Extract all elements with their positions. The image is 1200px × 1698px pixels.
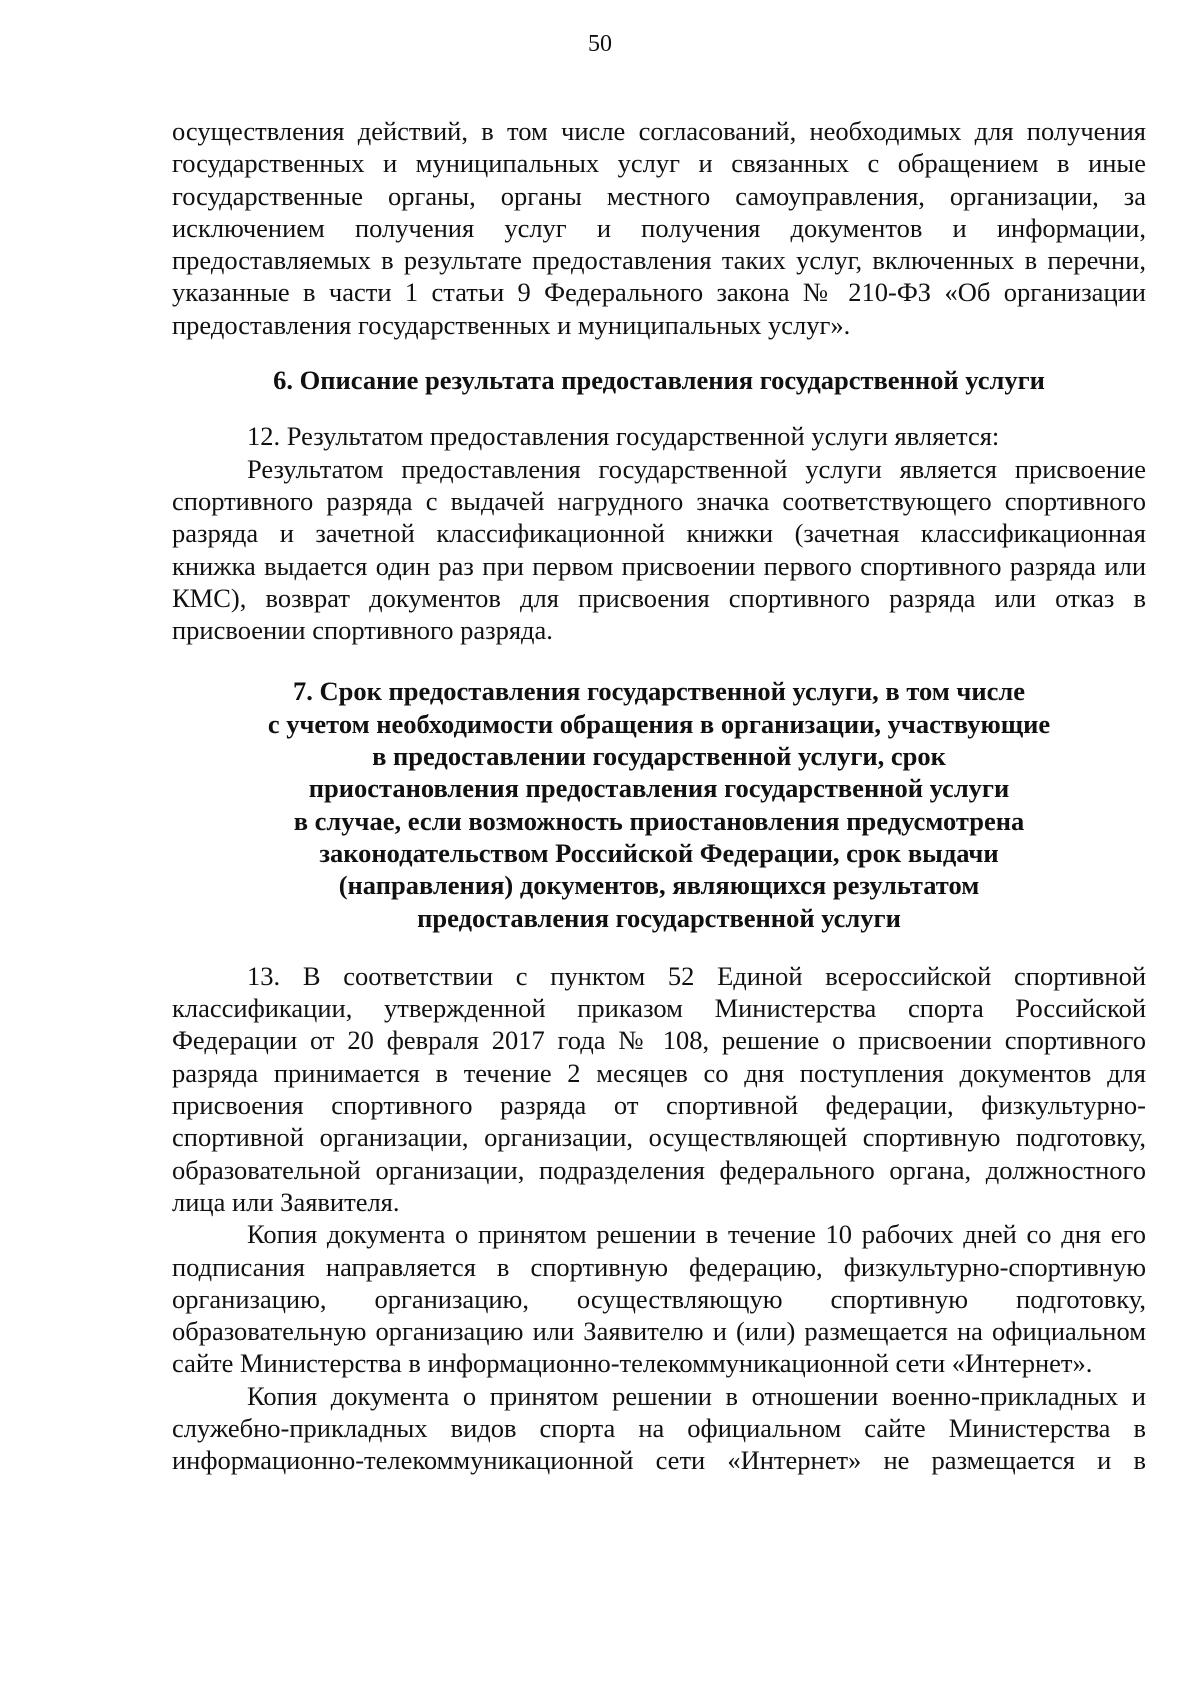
section-7-heading-line: в предоставлении государственной услуги, срок: [372, 741, 946, 772]
paragraph-13: 13. В соответствии с пунктом 52 Единой всероссийской спортивной классификации, утвержденной приказом Министерства спорта Российской Федерации от 20 февраля 2017 года № 108, решение о присвоении спортивного разряда принимается в течение 2 месяцев со дня поступления документов для присвоения спортивного разряда от спортивной федерации, физкультурно-спортивной организации, организации, осуществляющей спортивную подготовку, образовательной организации, подразделения федерального органа, должностного лица или Заявителя.: [172, 960, 1146, 1217]
section-7-heading-line: 7. Срок предоставления государственной услуги, в том числе: [292, 676, 1026, 707]
section-7-heading: [172, 675, 1146, 933]
section-7-heading-line: приостановления предоставления государственной услуги: [308, 773, 1010, 804]
section-7-heading-line: в случае, если возможность приостановления предусмотрена: [293, 805, 1025, 836]
section-7-heading-line: с учетом необходимости обращения в организации, участвующие: [267, 708, 1051, 739]
paragraph-12-body: Результатом предоставления государственной услуги является присвоение спортивного разряда с выдачей нагрудного значка соответствующего спортивного разряда и зачетной классификационной книжки (зачетная классификационная книжка выдается один раз при первом присвоении первого спортивного разряда или КМС), возврат документов для присвоения спортивного разряда или отказ в присвоении спортивного разряда.: [172, 453, 1146, 646]
page-number: 50: [588, 31, 612, 57]
paragraph-copy-military: Копия документа о принятом решении в отношении военно-прикладных и служебно-прикладных видов спорта на официальном сайте Министерства в информационно-телекоммуникационной сети «Интернет» не размещается и в: [172, 1380, 1146, 1476]
paragraph-continuation: осуществления действий, в том числе согласований, необходимых для получения государственных и муниципальных услуг и связанных с обращением в иные государственные органы, органы местного самоуправления, организации, за исключением получения услуг и получения документов и информации, предоставляемых в результате предоставления таких услуг, включенных в перечни, указанные в части 1 статьи 9 Федерального закона № 210-ФЗ «Об организации предоставления государственных и муниципальных услуг».: [172, 116, 1146, 340]
section-7-heading-line: предоставления государственной услуги: [417, 902, 901, 933]
paragraph-copy-decision: Копия документа о принятом решении в течение 10 рабочих дней со дня его подписания направляется в спортивную федерацию, физкультурно-спортивную организацию, организацию, осуществляющую спортивную подготовку, образовательную организацию или Заявителю и (или) размещается на официальном сайте Министерства в информационно-телекоммуникационной сети «Интернет».: [172, 1219, 1146, 1379]
paragraph-12-intro: 12. Результатом предоставления государственной услуги является:: [247, 421, 1000, 452]
section-7-heading-line: законодательством Российской Федерации, срок выдачи: [319, 837, 999, 868]
document-body: [172, 115, 1146, 1477]
section-6-heading: 6. Описание результата предоставления государственной услуги: [273, 365, 1045, 396]
section-7-heading-line: (направления) документов, являющихся результатом: [338, 870, 980, 901]
